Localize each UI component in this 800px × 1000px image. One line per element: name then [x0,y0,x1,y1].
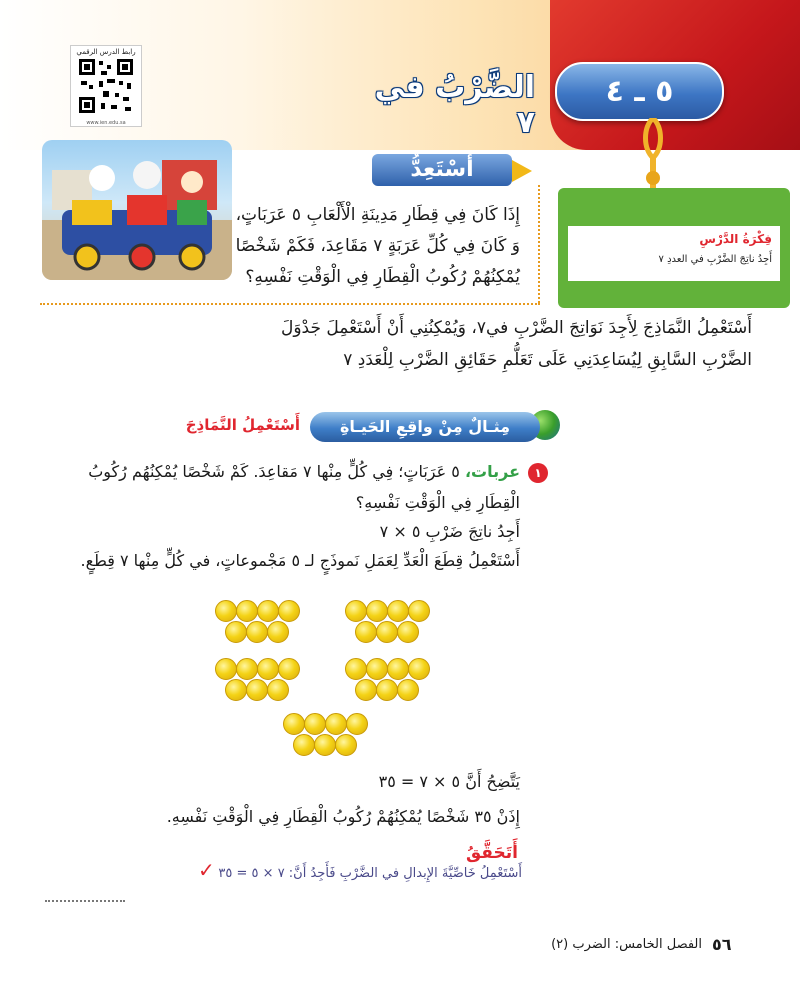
counter-coin [267,679,289,701]
prepare-line-3: يُمْكِنُهُمْ رُكُوبُ الْقِطَارِ فِي الْوَقْتِ نَفْسِهِ؟ [245,267,520,287]
prepare-border-vertical [538,185,540,303]
counter-coin [366,600,388,622]
counter-coin [408,658,430,680]
counter-coin [366,658,388,680]
counter-coin [278,658,300,680]
lesson-idea-title: فِكْرَةُ الدَّرْسِ [699,232,772,246]
amusement-train-photo [42,140,232,280]
example-number-badge: ١ [528,463,548,483]
counter-coin [225,679,247,701]
lesson-idea-text: أَجِدُ ناتِجَ الضَّرْبِ في العددِ ٧ [658,254,772,265]
qr-caption: رابط الدرس الرقمي [76,48,136,56]
counter-coin [278,600,300,622]
lesson-title: الضَّرْبُ في ٧ [374,70,535,140]
counter-coin [387,658,409,680]
use-models-label: أَسْتَعْمِلُ النَّمَاذِجَ [185,416,300,434]
prepare-line-1: إِذَا كَانَ فِي قِطَارِ مَدِينَةِ الْأَلْعَابِ ٥ عَرَبَاتٍ، [235,205,520,225]
check-heading: أَتَحَقَّقُ [465,843,518,863]
counter-coin [355,621,377,643]
train-image [42,140,232,280]
counter-coin [397,621,419,643]
chapter-footer: الفصل الخامس: الضرب (٢) [551,937,702,952]
counter-coin [293,734,315,756]
counter-coin [304,713,326,735]
example-label: عربات، [464,462,520,481]
check-text: أَسْتَعْمِلُ خَاصِّيَّةَ الإِبدالِ في الضَّرْبِ فَأَجِدُ أَنَّ: ٧ × ٥ = ٣٥ [218,866,522,881]
example-question-text: ٥ عَرَبَاتٍ؛ فِي كُلٍّ مِنْها ٧ مَقاعِدَ. كَمْ شَخْصًا يُمْكِنُهُم رُكُوبُ [88,462,465,481]
page-number: ٥٦ [712,935,732,954]
counter-coin [387,600,409,622]
arrow-icon [512,160,532,182]
counter-coin [397,679,419,701]
counter-coin [376,621,398,643]
counter-coin [376,679,398,701]
counter-coin [345,658,367,680]
prepare-heading: أَسْتَعِدُّ [372,154,512,186]
example-question-line-2: الْقِطَارِ فِي الْوَقْتِ نَفْسِهِ؟ [355,493,520,512]
example-step-1: أَجِدُ ناتِجَ ضَرْبِ ٥ × ٧ [379,522,520,541]
counter-coin [215,600,237,622]
counter-coin [215,658,237,680]
lesson-idea-card [558,188,790,308]
counter-coin [236,600,258,622]
qr-url[interactable]: www.ien.edu.sa [86,120,126,126]
qr-code-icon [77,57,135,115]
lesson-idea-panel [568,226,780,281]
result-line-1: يَتَّضِحُ أَنَّ ٥ × ٧ = ٣٥ [378,772,520,791]
example-step-2: أَسْتَعْمِلُ قِطَعَ الْعَدِّ لِعَمَلِ نَموذَجٍ لـ ٥ مَجْموعاتٍ، في كُلٍّ مِنْها ٧ قِطَعٍ. [80,551,520,570]
lesson-number-badge [555,62,724,121]
prepare-border-horizontal [40,303,540,305]
result-line-2: إِذَنْ ٣٥ شَخْصًا يُمْكِنُهُمْ رُكُوبُ الْقِطَارِ فِي الْوَقْتِ نَفْسِهِ. [166,807,520,826]
qr-code-box[interactable] [70,45,142,127]
counter-coin [267,621,289,643]
counter-coin [335,734,357,756]
counter-coin [236,658,258,680]
intro-line-1: أَسْتَعْمِلُ النَّمَاذِجَ لِأَجِدَ نَوَاتِجَ الضَّرْبِ في٧، وَيُمْكِنُنِي أَنْ أَسْتَعْمِلَ جَدْوَلَ [280,318,752,338]
prepare-line-2: وَ كَانَ فِي كُلِّ عَرَبَةٍ ٧ مَقَاعِدَ، فَكَمْ شَخْصًا [235,236,520,256]
counter-coin [346,713,368,735]
counter-coin [225,621,247,643]
counter-coin [246,679,268,701]
lesson-number: ٥ ـ ٤ [605,74,674,109]
counter-coin [257,658,279,680]
footer-divider [45,900,125,902]
counter-coin [314,734,336,756]
example-question-line-1 [0,462,520,481]
intro-line-2: الضَّرْبِ السَّابِقِ لِيُسَاعِدَنِي عَلَى تَعَلُّمِ حَقَائِقِ الضَّرْبِ لِلْعَدَدِ ٧ [343,350,752,370]
counter-coin [408,600,430,622]
counter-coin [257,600,279,622]
checkmark-icon: ✓ [198,858,215,882]
counter-coin [283,713,305,735]
counter-coin [345,600,367,622]
real-life-example-bar: مِثـالٌ مِنْ واقِعِ الحَيـاةِ [310,412,540,442]
counter-coin [246,621,268,643]
hook-icon [638,118,668,198]
counter-coin [325,713,347,735]
counter-coin [355,679,377,701]
